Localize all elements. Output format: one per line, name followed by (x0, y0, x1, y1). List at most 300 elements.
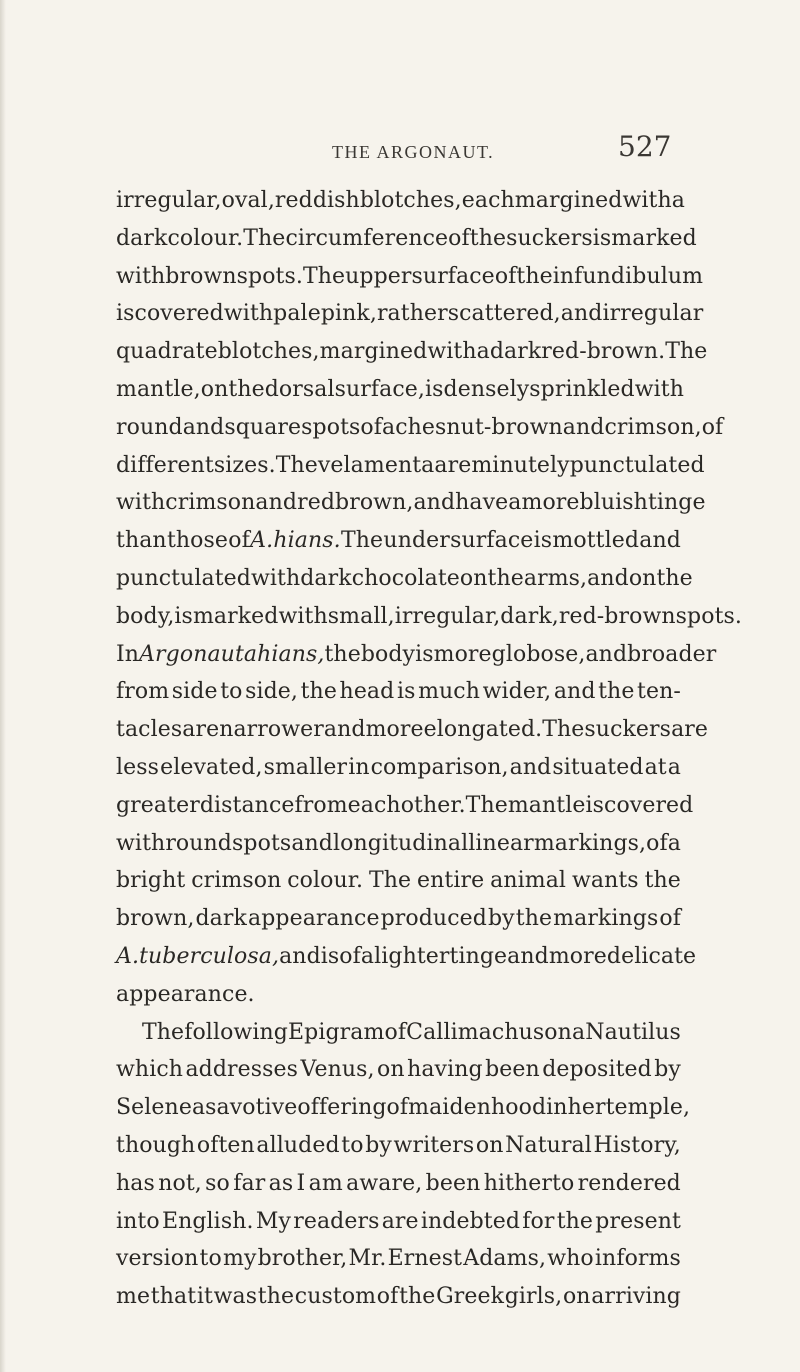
word: brown (165, 263, 237, 289)
text-line (116, 220, 697, 258)
word: blotches, (217, 339, 320, 365)
word: of (646, 830, 668, 856)
word: indebted (420, 1208, 521, 1234)
word: brown, (116, 906, 195, 932)
word: globose, (491, 641, 586, 667)
word: I (296, 1170, 306, 1196)
word: the (257, 1284, 295, 1310)
word: with (116, 263, 166, 289)
word: mottled (552, 528, 640, 554)
word: girls, (504, 1284, 563, 1310)
word: am (308, 1170, 343, 1196)
word: the (228, 376, 265, 402)
word: on (475, 1132, 504, 1158)
word: minutely (471, 452, 570, 478)
word: each (461, 188, 515, 213)
word: The (243, 225, 286, 251)
word: the (644, 868, 681, 894)
word: addresses (185, 1057, 299, 1083)
word: History, (593, 1132, 681, 1158)
word: round (165, 830, 232, 856)
word: crimson, (604, 414, 702, 440)
word: votive (229, 1095, 298, 1121)
text-line (116, 900, 681, 938)
word: is (396, 679, 416, 705)
page-header (0, 130, 800, 168)
word: small, (327, 603, 395, 629)
word: broader (627, 641, 717, 667)
word: on (200, 376, 229, 402)
word: to (341, 1132, 364, 1158)
word: side, (245, 679, 299, 705)
word: of (228, 528, 250, 554)
word: situated (552, 754, 644, 780)
word: chocolate (351, 565, 460, 591)
word: Natural (505, 1132, 592, 1158)
word: red-brown. (541, 339, 666, 365)
word: a (667, 754, 681, 780)
text-line (116, 673, 681, 711)
word: of (494, 263, 517, 289)
word: The (368, 868, 412, 894)
word: suckers (506, 225, 593, 251)
text-line (116, 1089, 691, 1127)
text-line (116, 560, 693, 598)
word: margined (514, 188, 623, 213)
word: appearance (248, 906, 380, 932)
word: and (413, 490, 456, 516)
word: by (365, 1132, 392, 1158)
word: version (116, 1246, 199, 1272)
word: of (448, 225, 470, 251)
word: The (542, 717, 585, 743)
word: in (546, 1095, 568, 1121)
word: it (196, 1284, 213, 1310)
word: blotches, (359, 188, 462, 213)
word: who (547, 1246, 594, 1272)
word: though (116, 1132, 196, 1158)
text-line (116, 1240, 681, 1278)
word: the (324, 641, 361, 667)
text-line (116, 1014, 681, 1052)
word: the (300, 679, 337, 705)
word: is (585, 792, 605, 818)
text-line (116, 862, 681, 900)
word: entire (417, 868, 485, 894)
word: reddish (274, 188, 360, 213)
word: suckers (584, 717, 672, 743)
text-line (116, 1203, 681, 1241)
page-number: 527 (618, 130, 672, 163)
word: with (250, 565, 301, 591)
word: of (659, 906, 681, 932)
word: the (399, 1284, 436, 1310)
word: different (116, 452, 214, 478)
word: of (339, 943, 361, 969)
word: and (279, 943, 321, 969)
word: far (233, 1170, 266, 1196)
word: In (116, 641, 140, 667)
word: as (268, 1170, 294, 1196)
word: produced (380, 906, 487, 932)
word: so (205, 1170, 230, 1196)
word: more (548, 943, 607, 969)
word: The (142, 1019, 185, 1045)
word: informs (594, 1246, 681, 1272)
word: ten- (637, 679, 681, 705)
word: wider, (482, 679, 552, 705)
word: English. (161, 1208, 254, 1234)
word: with (116, 490, 166, 516)
word: is (592, 225, 612, 251)
word: upper (345, 263, 412, 289)
word: marked (611, 225, 697, 251)
word: The (302, 263, 346, 289)
word: from (116, 679, 170, 705)
word: dorsal (264, 376, 335, 402)
text-line (116, 787, 694, 825)
word: offering (297, 1095, 387, 1121)
word: and (509, 754, 552, 780)
word: dark (116, 225, 168, 251)
italic-word: A. (116, 943, 140, 969)
word: readers (293, 1208, 380, 1234)
word: arriving (591, 1284, 681, 1310)
word: her (567, 1095, 606, 1121)
word: The (341, 528, 384, 554)
text-line (116, 598, 742, 636)
word: is (415, 641, 434, 667)
word: tacles (116, 717, 183, 743)
text-line (116, 1051, 681, 1089)
word: Ernest (387, 1246, 463, 1272)
word: on (562, 1284, 591, 1310)
italic-word: tuberculosa, (139, 943, 280, 969)
word: colour. (167, 225, 244, 251)
word: head (339, 679, 395, 705)
word: is (533, 528, 553, 554)
text-line (116, 333, 708, 371)
word: round (116, 414, 183, 440)
word: greater (116, 792, 200, 818)
word: of (701, 414, 724, 440)
word: dark, (500, 603, 559, 629)
word: the (469, 225, 507, 251)
word: densely (443, 376, 530, 402)
running-head: THE ARGONAUT. (332, 142, 495, 162)
word: a (571, 1019, 586, 1045)
word: aware, (346, 1170, 423, 1196)
word: is (174, 603, 193, 629)
word: appearance. (116, 981, 255, 1007)
word: markings, (533, 830, 647, 856)
word: sizes. (213, 452, 276, 478)
word: pale (273, 301, 321, 327)
word: the (598, 679, 635, 705)
word: and (553, 679, 596, 705)
word: maidenhood (408, 1095, 547, 1121)
word: animal (490, 868, 567, 894)
word: Adams, (463, 1246, 547, 1272)
word: elevated, (160, 754, 263, 780)
word: the (515, 906, 553, 932)
word: is (116, 301, 135, 327)
word: are (671, 717, 709, 743)
word: of (360, 414, 382, 440)
word: comparison, (370, 754, 509, 780)
word: surface (450, 528, 534, 554)
word: red (297, 490, 336, 516)
text-line (116, 636, 717, 674)
word: mantle (507, 792, 586, 818)
word: mantle, (116, 376, 201, 402)
word: present (595, 1208, 681, 1234)
word: are (381, 1208, 419, 1234)
word: to (220, 679, 243, 705)
word: on (544, 1019, 572, 1045)
word: deposited (542, 1057, 652, 1083)
word: with (427, 339, 477, 365)
italic-word: hians, (257, 641, 325, 667)
text-line (116, 447, 705, 485)
body-text (116, 182, 742, 1316)
word: Mr. (348, 1246, 387, 1272)
word: was (213, 1284, 258, 1310)
word: a (216, 1095, 230, 1121)
word: by (654, 1057, 681, 1083)
word: brown, (335, 490, 414, 516)
word: Epigram (288, 1019, 385, 1045)
word: Venus, (300, 1057, 375, 1083)
text-line (116, 295, 704, 333)
italic-word: Argonauta (139, 641, 258, 667)
word: linear (468, 830, 534, 856)
word: side (171, 679, 218, 705)
word: a (671, 188, 685, 213)
word: following (184, 1019, 288, 1045)
word: Nautilus (585, 1019, 681, 1045)
word: distance (199, 792, 295, 818)
word: chesnut-brown (395, 414, 563, 440)
word: is (424, 376, 444, 402)
word: body (360, 641, 416, 667)
word: marked (192, 603, 279, 629)
word: punctulated (569, 452, 705, 478)
word: Callimachus (406, 1019, 545, 1045)
word: has (116, 1170, 155, 1196)
word: markings (553, 906, 659, 932)
word: to (199, 1246, 222, 1272)
word: each (347, 792, 401, 818)
word: a (667, 830, 681, 856)
word: and (507, 943, 549, 969)
word: with (116, 830, 166, 856)
word: the (516, 263, 553, 289)
word: at (644, 754, 667, 780)
word: tinge (647, 490, 706, 516)
text-line (116, 1278, 681, 1316)
word: bluish (579, 490, 648, 516)
text-line (116, 825, 681, 863)
word: dark (300, 565, 352, 591)
word: writers (393, 1132, 475, 1158)
text-line (116, 976, 681, 1014)
word: smaller (263, 754, 348, 780)
word: spots (232, 830, 292, 856)
word: been (485, 1057, 540, 1083)
word: the (656, 565, 693, 591)
text-line (116, 371, 685, 409)
word: less (116, 754, 160, 780)
text-line (116, 522, 681, 560)
word: on (377, 1057, 405, 1083)
word: scattered, (447, 301, 561, 327)
word: spots. (675, 603, 742, 629)
word: often (196, 1132, 255, 1158)
word: surface (411, 263, 495, 289)
word: with (634, 376, 685, 402)
text-line (116, 711, 709, 749)
word: surface, (334, 376, 425, 402)
word: arms, (523, 565, 588, 591)
word: have (455, 490, 509, 516)
word: under (383, 528, 450, 554)
word: infundibulum (552, 263, 704, 289)
word: those (166, 528, 229, 554)
word: covered (604, 792, 694, 818)
word: with (278, 603, 328, 629)
word: colour. (287, 868, 364, 894)
word: oval, (221, 188, 275, 213)
word: The (665, 339, 708, 365)
text-line (116, 409, 724, 447)
word: by (487, 906, 515, 932)
text-line (116, 1127, 681, 1165)
word: and (585, 641, 628, 667)
word: are (434, 452, 472, 478)
word: and (323, 717, 366, 743)
word: spots. (236, 263, 303, 289)
word: with (622, 188, 672, 213)
word: and (560, 301, 603, 327)
word: from (294, 792, 348, 818)
word: velamenta (317, 452, 435, 478)
word: irregular (602, 301, 704, 327)
word: other. (400, 792, 466, 818)
italic-word: hians. (273, 528, 341, 554)
word: longitudinal (333, 830, 469, 856)
word: irregular, (116, 188, 222, 213)
word: more (521, 490, 580, 516)
word: more (433, 641, 492, 667)
word: quadrate (116, 339, 218, 365)
word: more (365, 717, 424, 743)
word: crimson (165, 490, 256, 516)
word: covered (134, 301, 224, 327)
word: delicate (606, 943, 697, 969)
word: narrower (219, 717, 324, 743)
word: a (476, 339, 490, 365)
word: The (275, 452, 318, 478)
word: rather (376, 301, 448, 327)
word: which (116, 1057, 184, 1083)
word: for (522, 1208, 555, 1234)
text-line (116, 1165, 681, 1203)
word: wants (571, 868, 639, 894)
italic-word: A. (250, 528, 274, 554)
word: The (465, 792, 508, 818)
text-line (116, 749, 681, 787)
word: the (487, 565, 524, 591)
word: that (150, 1284, 197, 1310)
word: much (418, 679, 480, 705)
text-line (116, 484, 706, 522)
word: red-brown (558, 603, 676, 629)
word: dark (195, 906, 247, 932)
word: lighter (374, 943, 450, 969)
word: and (639, 528, 681, 554)
word: and (562, 414, 605, 440)
word: circumference (285, 225, 449, 251)
word: crimson (191, 868, 282, 894)
word: a (508, 490, 522, 516)
word: are (182, 717, 220, 743)
word: custom (294, 1284, 377, 1310)
word: and (182, 414, 225, 440)
word: on (628, 565, 657, 591)
text-line (116, 938, 697, 976)
word: having (407, 1057, 483, 1083)
word: been (425, 1170, 481, 1196)
word: margined (319, 339, 428, 365)
word: and (587, 565, 629, 591)
word: dark (489, 339, 542, 365)
word: on (459, 565, 488, 591)
text-line (116, 182, 685, 220)
word: in (348, 754, 370, 780)
word: and (255, 490, 298, 516)
word: with (223, 301, 274, 327)
word: elongated. (423, 717, 543, 743)
word: and (291, 830, 333, 856)
word: as (191, 1095, 217, 1121)
word: is (320, 943, 340, 969)
word: a (382, 414, 396, 440)
word: bright (116, 868, 186, 894)
word: rendered (577, 1170, 681, 1196)
word: punctulated (116, 565, 251, 591)
word: My (255, 1208, 291, 1234)
word: into (116, 1208, 160, 1234)
word: than (116, 528, 167, 554)
word: brother, (257, 1246, 348, 1272)
word: irregular, (394, 603, 501, 629)
word: of (384, 1019, 407, 1045)
word: the (556, 1208, 594, 1234)
word: square (224, 414, 302, 440)
word: sprinkled (529, 376, 635, 402)
word: my (222, 1246, 257, 1272)
word: of (376, 1284, 399, 1310)
word: Greek (436, 1284, 505, 1310)
word: spots (301, 414, 361, 440)
word: me (116, 1284, 151, 1310)
word: of (386, 1095, 409, 1121)
word: not, (158, 1170, 202, 1196)
word: alluded (256, 1132, 340, 1158)
word: a (360, 943, 375, 969)
word: tinge (449, 943, 508, 969)
